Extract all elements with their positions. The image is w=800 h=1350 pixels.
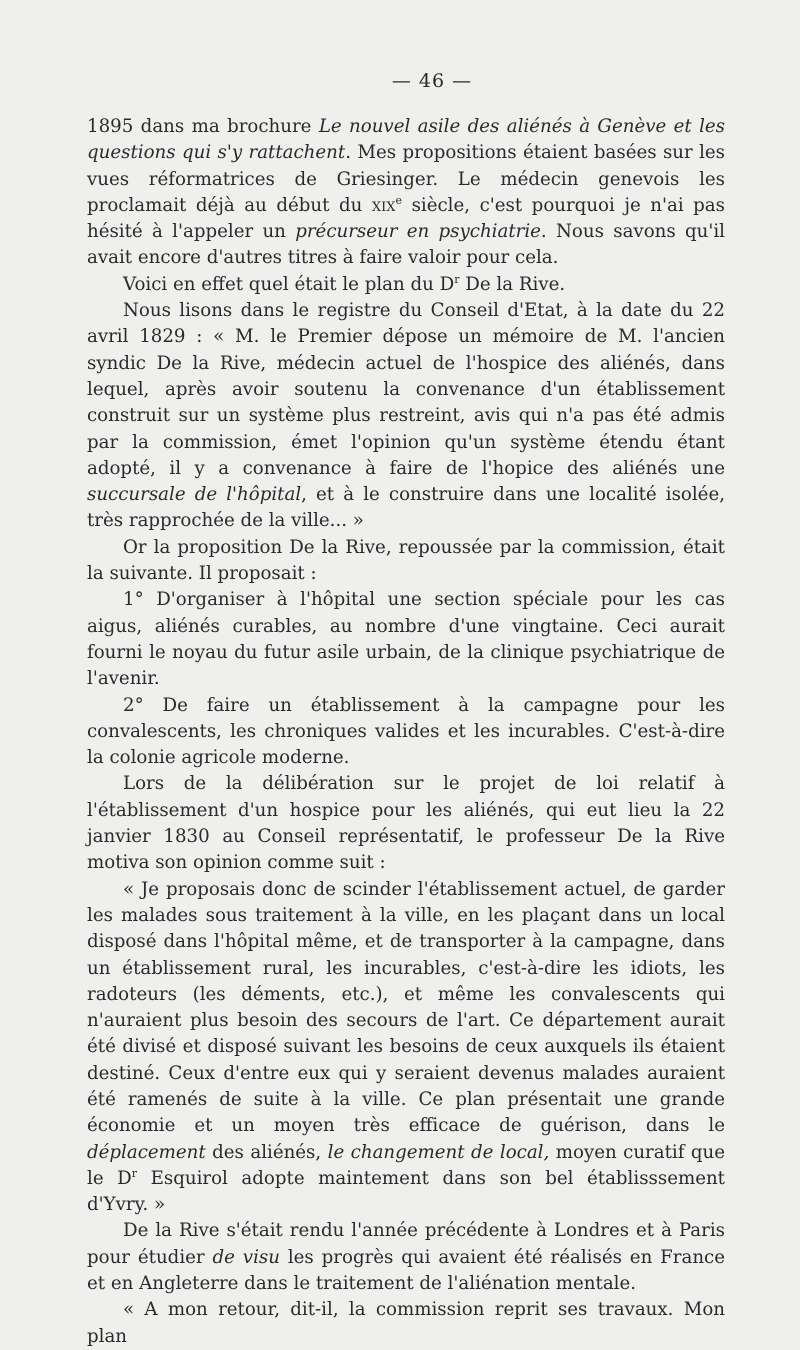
paragraph [87, 1297, 725, 1350]
paragraph [87, 114, 725, 272]
superscript-text: r [454, 272, 460, 286]
text-run: « Je proposais donc de scinder l'établissement actuel, de garder les malades sous traitement à la ville, en les plaçant dans un local disposé dans l'hôpital même, et de transporter à la campagne, dans un établissement rural, les incurables, c'est-à-dire les idiots, les radoteurs (les déments, etc.), et même les convalescents qui n'auraient plus besoin des secours de l'art. Ce département aurait été divisé et disposé suivant les besoins de ceux auxquels ils étaient destiné. Ceux d'entre eux qui y seraient devenus malades auraient été ramenés de suite à la ville. Ce plan présentait une grande économie et un moyen très efficace de guérison, dans le [87, 878, 725, 1137]
italic-text: déplacement [87, 1141, 206, 1163]
text-run: les progrès qui avaient été réalisés en France et en Angleterre dans le traitement de l'aliénation mentale. [87, 1246, 726, 1295]
text-run: . Nous savons qu'il avait encore d'autres titres à faire valoir pour cela. [87, 221, 725, 269]
text-run: des aliénés, [205, 1141, 328, 1163]
paragraph [87, 1218, 725, 1297]
text-run: siècle, c'est pourquoi je n'ai pas hésité à l'appeler un [87, 194, 725, 243]
paragraph [87, 587, 725, 692]
paragraph [87, 693, 725, 772]
text-run: Or la proposition De la Rive, repoussée par la commission, était la suivante. Il proposait : [87, 536, 725, 585]
page-number: — 46 — [391, 70, 473, 92]
text-run: moyen curatif que le D [87, 1141, 725, 1189]
paragraph [87, 771, 725, 876]
italic-text: Le nouvel asile des aliénés à Genève et les questions qui s'y rattachent [87, 116, 726, 164]
italic-text: de visu [212, 1246, 280, 1268]
body-text [87, 114, 725, 1350]
text-run: Lors de la délibération sur le projet de loi relatif à l'établissement d'un hospice pour les aliénés, qui eut lieu la 22 janvier 1830 au Conseil représentatif, le professeur De la Rive motiva son opinion comme suit : [87, 773, 725, 874]
text-run: . Mes propositions étaient basées sur les vues réformatrices de Griesinger. Le médecin genevois les proclamait déjà au début du [87, 142, 725, 216]
text-run: 1895 dans ma brochure [87, 116, 319, 137]
text-run: De la Rive s'était rendu l'année précédente à Londres et à Paris pour étudier [87, 1220, 725, 1268]
text-run: Nous lisons dans le registre du Conseil d'Etat, à la date du 22 avril 1829 : « M. le Premier dépose un mémoire de M. l'ancien syndic De la Rive, médecin actuel de l'hospice des aliénés, dans lequel, après avoir soutenu la convenance d'un établissement construit sur un système plus restreint, avis qui n'a pas été admis par la commission, émet l'opinion qu'un système étendu étant adopté, il y a convenance à faire de l'hopice des aliénés une [87, 300, 725, 479]
superscript-text: e [395, 193, 403, 207]
text-run: 1° D'organiser à l'hôpital une section spéciale pour les cas aigus, aliénés curables, au nombre d'une vingtaine. Ceci aurait fourni le noyau du futur asile urbain, de la clinique psychiatrique de l'avenir. [87, 589, 725, 690]
paragraph [87, 298, 725, 535]
paragraph [87, 877, 725, 1219]
text-run: « A mon retour, dit-il, la commission reprit ses travaux. Mon plan [87, 1299, 725, 1347]
italic-text: le changement de local, [327, 1141, 550, 1163]
text-run: De la Rive. [459, 273, 566, 295]
paragraph [87, 535, 725, 588]
text-run: Esquirol adopte maintement dans son bel établisssement d'Yvry. » [87, 1167, 725, 1216]
superscript-text: r [131, 1166, 138, 1180]
italic-text: succursale de l'hôpital [87, 484, 302, 506]
document-page [87, 70, 725, 1350]
text-run: Voici en effet quel était le plan du D [123, 273, 455, 295]
paragraph [87, 272, 725, 298]
italic-text: précurseur en psychiatrie [295, 221, 541, 243]
smallcaps-text: xix [371, 194, 396, 216]
text-run: , et à le construire dans une localité isolée, très rapprochée de la ville... » [87, 484, 725, 532]
text-run: 2° De faire un établissement à la campagne pour les convalescents, les chroniques valides et les incurables. C'est-à-dire la colonie agricole moderne. [87, 694, 725, 769]
